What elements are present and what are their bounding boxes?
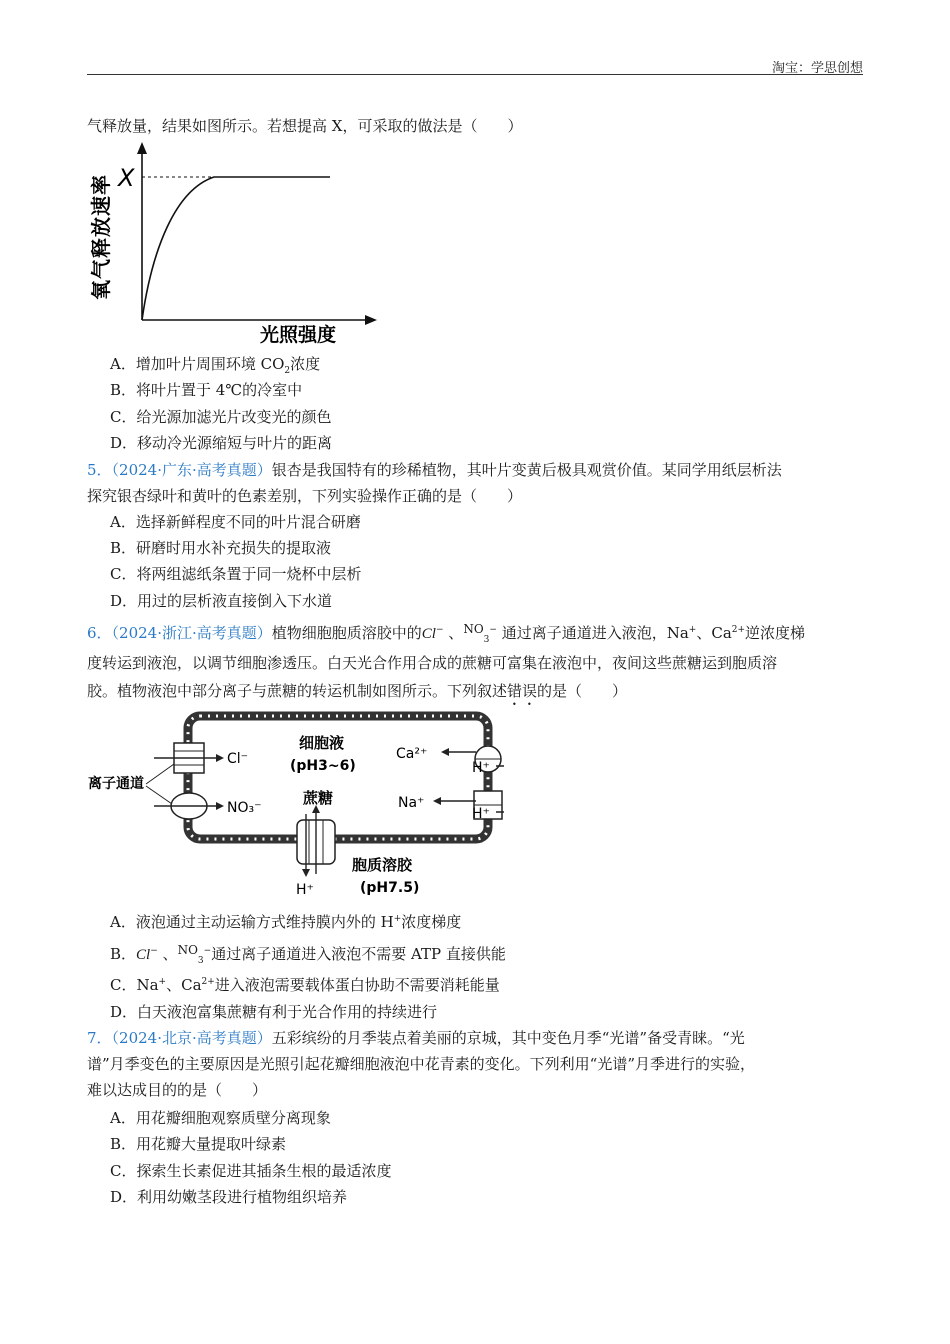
q7-stem-line2: 谱”月季变色的主要原因是光照引起花瓣细胞液泡中花青素的变化。下列利用“光谱”月季进行的实验， xyxy=(87,1055,756,1073)
q4-stem-tail: 气释放量，结果如图所示。若想提高 X，可采取的做法是（ ） xyxy=(87,117,523,135)
graph-x-marker: X xyxy=(118,164,135,192)
cell-sap-label: 细胞液 xyxy=(299,734,345,752)
q5-option-c[interactable]: C．将两组滤纸条置于同一烧杯中层析 xyxy=(110,565,362,583)
q5-stem-line1: 5．（2024·广东·高考真题）银杏是我国特有的珍稀植物，其叶片变黄后极具观赏价值。某同学用纸层析法 xyxy=(87,461,782,479)
na-ion-label: Na⁺ xyxy=(398,795,425,811)
channel-label: 离子通道 xyxy=(88,776,144,792)
cell-sap-ph: (pH3~6) xyxy=(290,758,356,774)
q6-option-b[interactable]: B．Cl− 、$^{NO}_3$−通过离子通道进入液泡不需要 ATP 直接供能 xyxy=(110,943,506,966)
h-ion-label-1: H⁺ xyxy=(472,760,490,776)
q6-option-a[interactable]: A．液泡通过主动运输方式维持膜内外的 H+浓度梯度 xyxy=(110,913,462,931)
q6-stem-line3: 胶。植物液泡中部分离子与蔗糖的转运机制如图所示。下列叙述错误的是（ ） xyxy=(87,682,628,700)
q7-option-b[interactable]: B．用花瓣大量提取叶绿素 xyxy=(110,1135,287,1153)
q5-option-a[interactable]: A．选择新鲜程度不同的叶片混合研磨 xyxy=(110,513,361,531)
q6-stem-line2: 度转运到液泡，以调节细胞渗透压。白天光合作用合成的蔗糖可富集在液泡中，夜间这些蔗糖运到胞质溶 xyxy=(87,654,778,672)
graph-y-label: 氧气释放速率 xyxy=(89,174,113,300)
q6-number: 6． xyxy=(87,624,112,642)
q7-option-a[interactable]: A．用花瓣细胞观察质壁分离现象 xyxy=(110,1109,331,1127)
ca-ion-label: Ca²⁺ xyxy=(396,746,428,762)
q7-option-c[interactable]: C．探索生长素促进其插条生根的最适浓度 xyxy=(110,1162,392,1180)
q5-option-d[interactable]: D．用过的层析液直接倒入下水道 xyxy=(110,592,333,610)
q4-light-graph xyxy=(80,140,380,350)
q6-stem-line1: 6．（2024·浙江·高考真题）植物细胞胞质溶胶中的Cl− 、$^{NO}_3$− 通过离子通道进入液泡，Na+、$Ca^{2+}$逆浓度梯 xyxy=(87,622,806,645)
q4-option-c[interactable]: C．给光源加滤光片改变光的颜色 xyxy=(110,408,332,426)
graph-x-arrow xyxy=(365,315,377,325)
q6-option-c[interactable]: C．Na+、$Ca^{2+}$进入液泡需要载体蛋白协助不需要消耗能量 xyxy=(110,976,500,994)
cytosol-ph: (pH7.5) xyxy=(360,880,420,896)
q5-number: 5． xyxy=(87,461,112,479)
q6-vacuole-diagram xyxy=(84,706,504,902)
q7-number: 7． xyxy=(87,1029,112,1047)
q7-option-d[interactable]: D．利用幼嫩茎段进行植物组织培养 xyxy=(110,1188,348,1206)
q4-option-b[interactable]: B．将叶片置于 4℃的冷室中 xyxy=(110,381,303,399)
header-text: 淘宝：学思创想 xyxy=(771,61,863,76)
q7-source: （2024·北京·高考真题） xyxy=(111,1029,272,1047)
q4-option-d[interactable]: D．移动冷光源缩短与叶片的距离 xyxy=(110,434,333,452)
cl-ion-label: Cl⁻ xyxy=(227,751,249,767)
no3-ion-label: NO₃⁻ xyxy=(227,800,262,816)
q7-stem-line3: 难以达成目的的是（ ） xyxy=(87,1081,268,1099)
q6-source: （2024·浙江·高考真题） xyxy=(111,624,272,642)
header-rule xyxy=(87,74,863,75)
sucrose-label: 蔗糖 xyxy=(303,789,334,807)
q6-emphasis-wrong: 错误 xyxy=(507,682,538,700)
graph-y-arrow xyxy=(137,142,147,154)
q5-source: （2024·广东·高考真题） xyxy=(111,461,272,479)
q7-stem-line1: 7．（2024·北京·高考真题）五彩缤纷的月季装点着美丽的京城，其中变色月季“光谱”备受青睐。“光 xyxy=(87,1029,745,1047)
graph-x-label: 光照强度 xyxy=(260,324,337,346)
cytosol-label: 胞质溶胶 xyxy=(352,856,413,874)
q5-stem-line2: 探究银杏绿叶和黄叶的色素差别，下列实验操作正确的是（ ） xyxy=(87,487,523,505)
graph-curve xyxy=(142,177,330,320)
q6-option-d[interactable]: D．白天液泡富集蔗糖有利于光合作用的持续进行 xyxy=(110,1003,438,1021)
h-ion-label-2: H⁺ xyxy=(472,806,490,822)
q5-option-b[interactable]: B．研磨时用水补充损失的提取液 xyxy=(110,539,332,557)
h-ion-label-3: H⁺ xyxy=(296,882,314,898)
q4-option-a[interactable]: A．增加叶片周围环境 $CO_2$浓度 xyxy=(110,355,321,376)
